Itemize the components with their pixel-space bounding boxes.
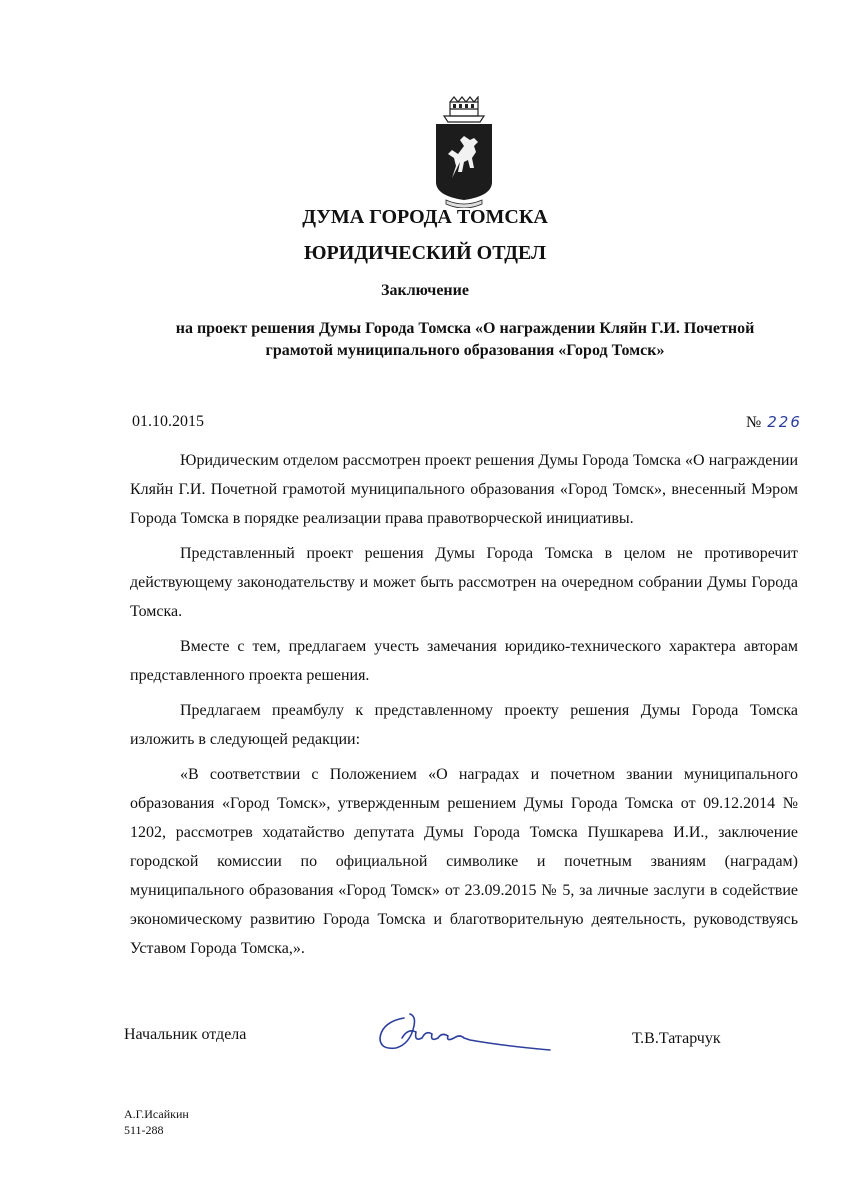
body-paragraph: Вместе с тем, предлагаем учесть замечания юридико-технического характера авторам представленного проекта решения. xyxy=(130,638,798,684)
number-label: № xyxy=(746,414,762,431)
organization-name: ДУМА ГОРОДА ТОМСКА xyxy=(302,206,548,228)
document-body xyxy=(130,446,798,969)
number-value: 226 xyxy=(767,413,802,431)
body-paragraph: Представленный проект решения Думы Города Томска в целом не противоречит действующему законодательству и может быть рассмотрен на очередном собрании Думы Города Томска. xyxy=(130,545,798,620)
body-paragraph: Юридическим отделом рассмотрен проект решения Думы Города Томска «О награждении Кляйн Г.И. Почетной грамотой муниципального образования «Город Томск», внесенный Мэром Города Томска в порядке реализации права правотворческой инициативы. xyxy=(130,452,798,527)
coat-of-arms-icon xyxy=(430,96,498,208)
executor-phone: 511-288 xyxy=(124,1123,164,1137)
executor-info xyxy=(124,1106,189,1138)
document-type: Заключение xyxy=(381,282,469,299)
executor-name: А.Г.Исайкин xyxy=(124,1107,189,1121)
document-number xyxy=(746,413,802,432)
body-paragraph: Предлагаем преамбулу к представленному проекту решения Думы Города Томска изложить в следующей редакции: xyxy=(130,702,798,748)
department-name: ЮРИДИЧЕСКИЙ ОТДЕЛ xyxy=(303,242,547,264)
signer-name: Т.В.Татарчук xyxy=(632,1030,721,1047)
document-date: 01.10.2015 xyxy=(132,413,204,430)
handwritten-signature xyxy=(374,1008,554,1056)
document-subject: на проект решения Думы Города Томска «О награждении Кляйн Г.И. Почетной грамотой муниципального образования «Город Томск» xyxy=(175,320,755,359)
body-paragraph: «В соответствии с Положением «О наградах и почетном звании муниципального образования «Город Томск», утвержденным решением Думы Города Томска от 09.12.2014 № 1202, рассмотрев ходатайство депутата Думы Города Томска Пушкарева И.И., заключение городской комиссии по официальной символике и почетным званиям (наградам) муниципального образования «Город Томск» от 23.09.2015 № 5, за личные заслуги в содействие экономическому развитию Города Томска и благотворительную деятельность, руководствуясь Уставом Города Томска,». xyxy=(130,766,798,957)
signer-title: Начальник отдела xyxy=(124,1026,247,1043)
